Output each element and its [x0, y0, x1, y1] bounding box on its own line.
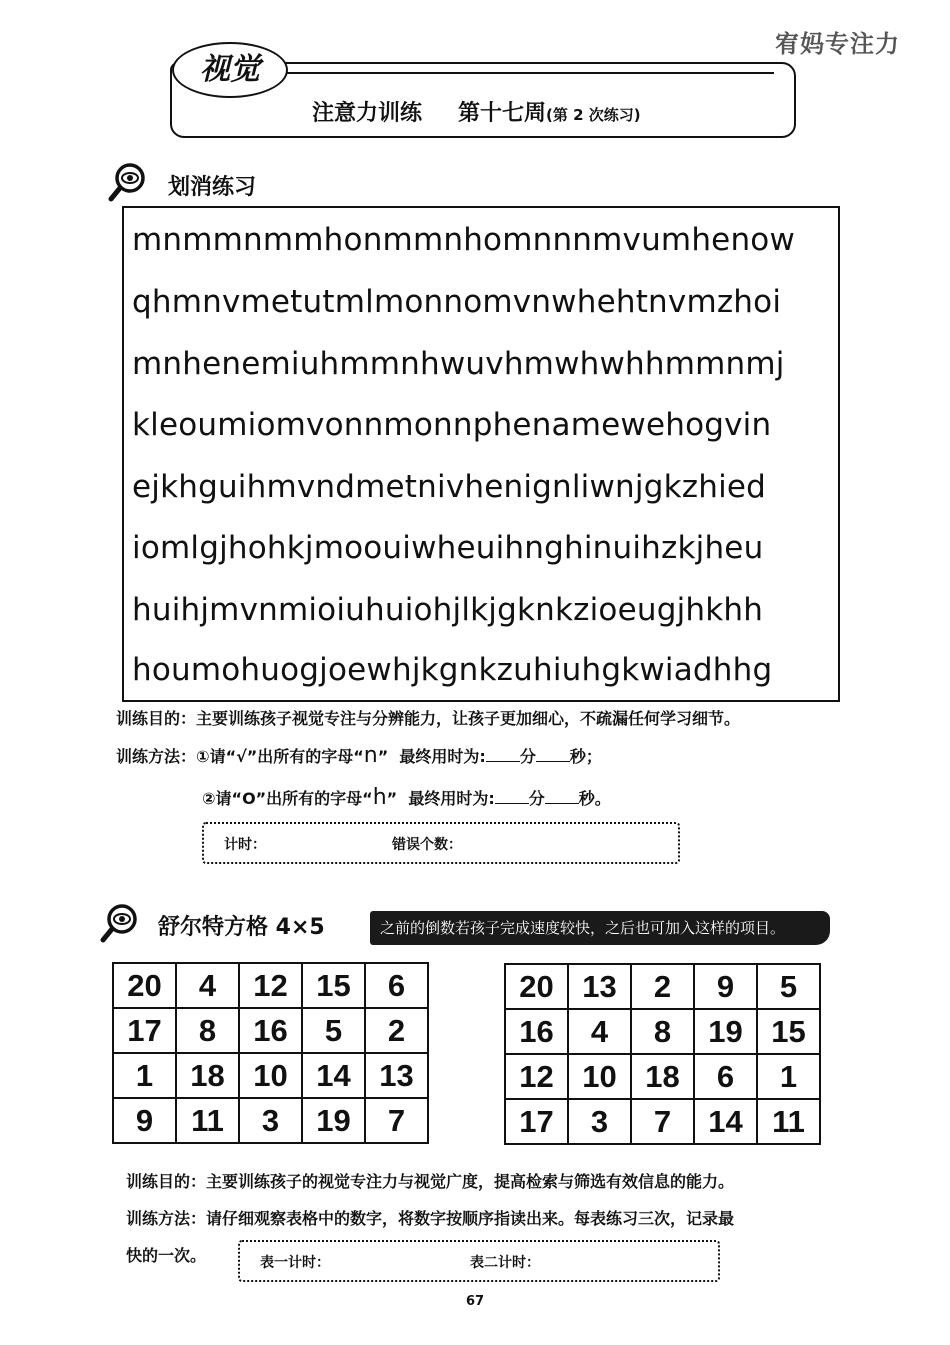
grid-cell[interactable]: 8 [176, 1008, 239, 1053]
target-letter-h: h [372, 785, 387, 810]
grid-cell[interactable]: 20 [505, 964, 568, 1009]
letter-row: mnhenemiuhmmnhwuvhmwhwhhmmnmj [132, 346, 785, 382]
grid-row [505, 1009, 820, 1054]
section-title-schulte: 舒尔特方格 4×5 [158, 915, 325, 940]
letter-row: kleoumiomvonnmonnphenamewehogvin [132, 407, 772, 443]
grid-row [505, 1099, 820, 1144]
grid-cell[interactable]: 15 [302, 963, 365, 1008]
grid-cell[interactable]: 18 [176, 1053, 239, 1098]
grid-cell[interactable]: 7 [631, 1099, 694, 1144]
grid-cell[interactable]: 18 [631, 1054, 694, 1099]
grid-cell[interactable]: 3 [239, 1098, 302, 1143]
grid-cell[interactable]: 1 [113, 1053, 176, 1098]
table1-timer-label: 表一计时： [260, 1255, 330, 1271]
grid-cell[interactable]: 11 [176, 1098, 239, 1143]
grid-cell[interactable]: 15 [757, 1009, 820, 1054]
grid-cell[interactable]: 17 [113, 1008, 176, 1053]
grid-cell[interactable]: 2 [631, 964, 694, 1009]
letter-row: iomlgjhohkjmoouiwheuihnghinuihzkjheu [132, 530, 764, 566]
grid-cell[interactable]: 9 [694, 964, 757, 1009]
training-purpose-1: 训练目的：主要训练孩子视觉专注与分辨能力，让孩子更加细心，不疏漏任何学习细节。 [116, 709, 741, 728]
grid-cell[interactable]: 5 [757, 964, 820, 1009]
grid-cell[interactable]: 19 [694, 1009, 757, 1054]
schulte-table-2 [504, 963, 821, 1145]
table2-timer-label: 表二计时： [470, 1255, 540, 1271]
method-label: 训练方法： [116, 747, 197, 766]
grid-cell[interactable]: 2 [365, 1008, 428, 1053]
grid-row [113, 1098, 428, 1143]
final-time-label: 最终用时为: [408, 789, 495, 808]
grid-row [113, 1008, 428, 1053]
grid-cell[interactable]: 16 [239, 1008, 302, 1053]
grid-row [113, 963, 428, 1008]
letter-row: houmohuogjoewhjkgnkzuhiuhgkwiadhhg [132, 652, 773, 688]
training-method-1: 训练方法：①请“√”出所有的字母“n” 最终用时为: 分 秒； [116, 743, 602, 768]
grid-cell[interactable]: 1 [757, 1054, 820, 1099]
letter-row: ejkhguihmvndmetnivhenignliwnjgkzhied [132, 469, 767, 505]
grid-cell[interactable]: 17 [505, 1099, 568, 1144]
grid-row [505, 964, 820, 1009]
grid-cell[interactable]: 8 [631, 1009, 694, 1054]
method-step-1: ①请“√”出所有的字母“ [196, 747, 364, 766]
grid-cell[interactable]: 9 [113, 1098, 176, 1143]
training-purpose-2: 训练目的：主要训练孩子的视觉专注力与视觉广度，提高检索与筛选有效信息的能力。 [126, 1172, 735, 1191]
grid-cell[interactable]: 19 [302, 1098, 365, 1143]
header-badge: 视觉 [172, 42, 288, 98]
grid-cell[interactable]: 11 [757, 1099, 820, 1144]
seconds-blank[interactable] [545, 789, 579, 804]
errors-label: 错误个数： [392, 837, 462, 853]
minutes-blank[interactable] [495, 789, 529, 804]
grid-cell[interactable]: 20 [113, 963, 176, 1008]
grid-cell[interactable]: 13 [365, 1053, 428, 1098]
grid-cell[interactable]: 10 [568, 1054, 631, 1099]
minutes-blank[interactable] [486, 747, 520, 762]
grid-row [505, 1054, 820, 1099]
grid-cell[interactable]: 5 [302, 1008, 365, 1053]
grid-row [113, 1053, 428, 1098]
section-title-cancellation: 划消练习 [168, 175, 257, 200]
grid-cell[interactable]: 6 [365, 963, 428, 1008]
letter-row: qhmnvmetutmlmonnomvnwhehtnvmzhoi [132, 284, 782, 320]
grid-cell[interactable]: 6 [694, 1054, 757, 1099]
magnifier-eye-icon [108, 162, 146, 202]
grid-cell[interactable]: 16 [505, 1009, 568, 1054]
grid-cell[interactable]: 10 [239, 1053, 302, 1098]
title-week: 第十七周 [458, 101, 547, 126]
brand-label: 宥妈专注力 [775, 30, 900, 58]
method-step-2: ②请“O”出所有的字母“ [202, 789, 373, 808]
page-number: 67 [466, 1294, 485, 1309]
grid-cell[interactable]: 3 [568, 1099, 631, 1144]
tip-banner: 之前的倒数若孩子完成速度较快，之后也可加入这样的项目。 [370, 911, 830, 945]
timer-label: 计时： [224, 837, 266, 853]
table-timer-box[interactable] [238, 1240, 720, 1282]
title-sub: (第 2 次练习) [546, 106, 641, 124]
training-method-2: ②请“O”出所有的字母“h” 最终用时为: 分 秒。 [202, 785, 611, 810]
letter-grid [122, 206, 840, 702]
grid-cell[interactable]: 12 [239, 963, 302, 1008]
schulte-table-1 [112, 962, 429, 1144]
header-divider [280, 72, 774, 74]
timer-box[interactable] [202, 822, 680, 864]
seconds-blank[interactable] [536, 747, 570, 762]
target-letter-n: n [363, 743, 378, 768]
page-title [312, 96, 641, 127]
grid-cell[interactable]: 14 [302, 1053, 365, 1098]
grid-cell[interactable]: 7 [365, 1098, 428, 1143]
training-method-2-line1: 训练方法：请仔细观察表格中的数字，将数字按顺序指读出来。每表练习三次，记录最 [126, 1209, 735, 1228]
grid-cell[interactable]: 12 [505, 1054, 568, 1099]
title-main: 注意力训练 [312, 101, 423, 126]
training-method-2-line2: 快的一次。 [126, 1246, 207, 1265]
grid-cell[interactable]: 14 [694, 1099, 757, 1144]
letter-row: mnmmnmmhonmmnhomnnnmvumhenow [132, 222, 796, 258]
magnifier-eye-icon [100, 903, 138, 943]
grid-cell[interactable]: 4 [176, 963, 239, 1008]
grid-cell[interactable]: 4 [568, 1009, 631, 1054]
final-time-label: 最终用时为: [399, 747, 486, 766]
letter-row: huihjmvnmioiuhuiohjlkjgknkzioeugjhkhh [132, 592, 764, 628]
grid-cell[interactable]: 13 [568, 964, 631, 1009]
